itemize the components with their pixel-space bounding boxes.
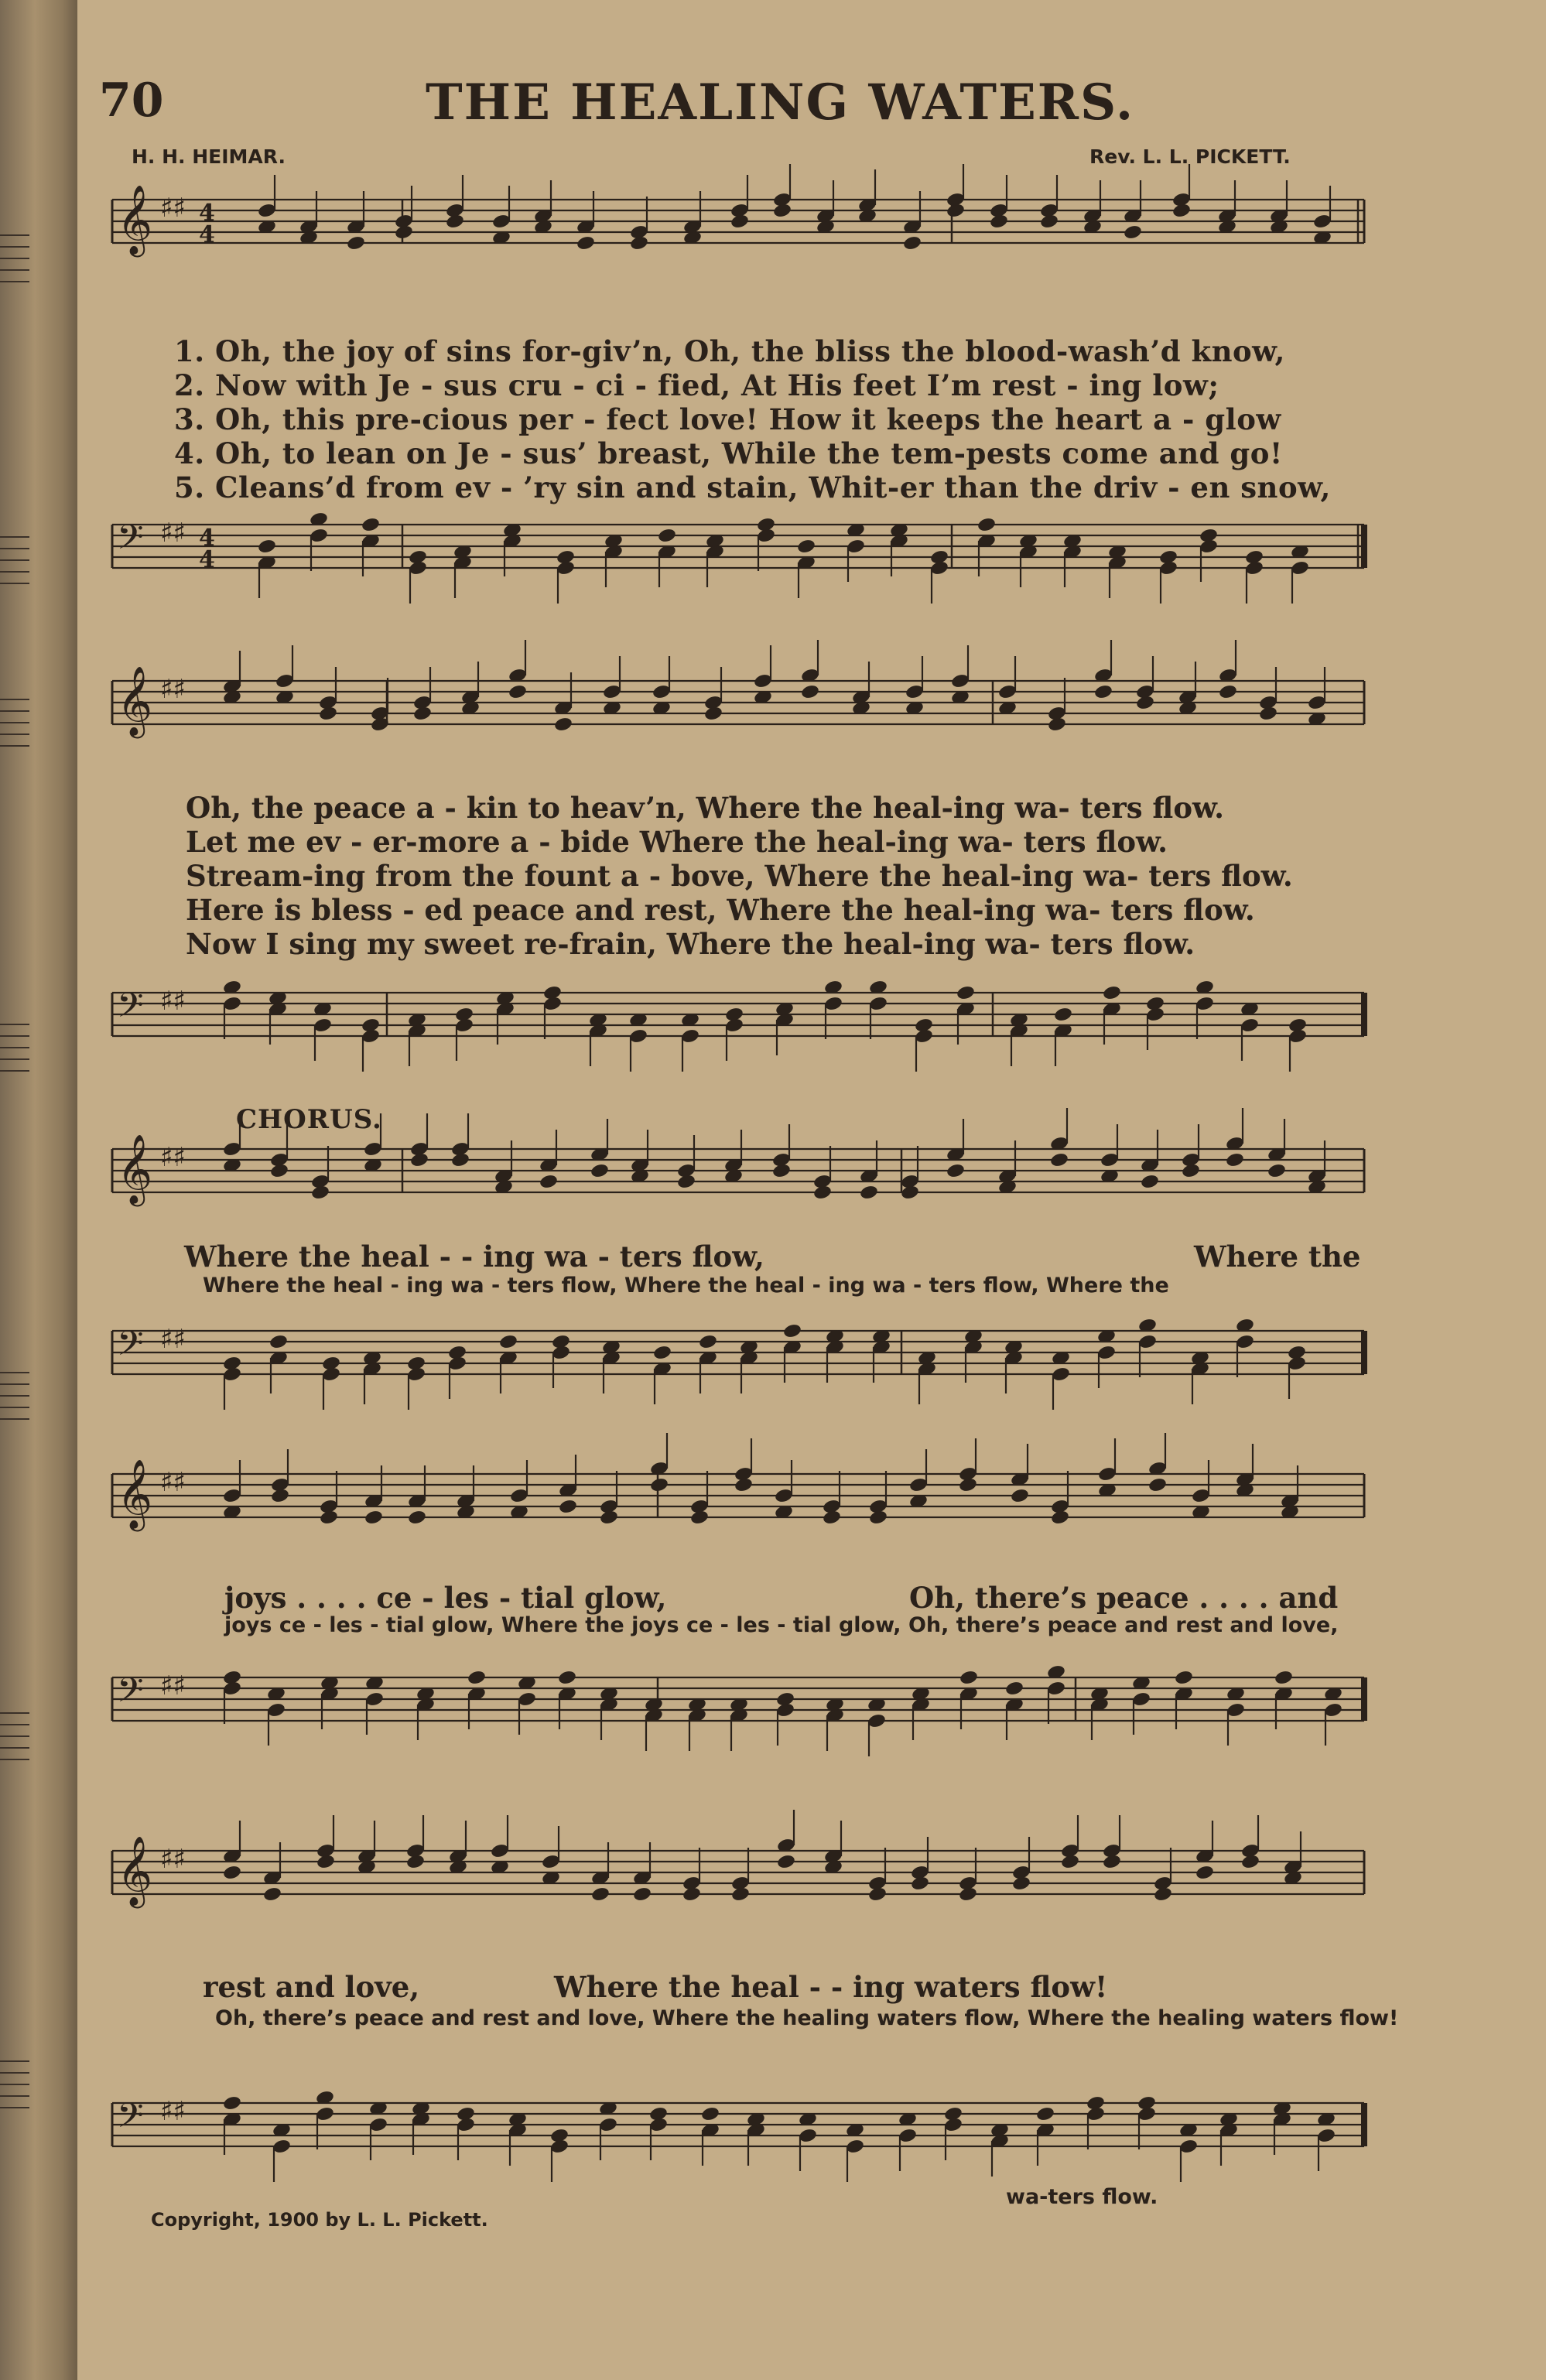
refrain-line: Here is bless - ed peace and rest, Where the heal-ing wa- ters flow. <box>186 893 1255 927</box>
note-head <box>1123 224 1143 240</box>
note-head <box>361 1017 381 1033</box>
note-head <box>1145 995 1165 1011</box>
note-head <box>1035 2105 1055 2122</box>
note-head <box>1287 1344 1307 1360</box>
note-head <box>946 1162 966 1178</box>
key-signature: ♯♯ <box>160 193 186 224</box>
chorus-lyric-main: Where the <box>1194 1240 1361 1274</box>
note-head <box>1174 1669 1194 1685</box>
bass-echo-lyric: wa-ters flow. <box>1006 2185 1158 2209</box>
bass-clef: 𝄢 <box>117 517 144 566</box>
note-head <box>590 1162 610 1178</box>
note-head <box>1199 527 1219 543</box>
time-signature: 4 <box>199 200 215 227</box>
treble-clef: 𝄞 <box>117 666 153 736</box>
note-head <box>576 234 596 251</box>
key-signature: ♯♯ <box>160 2096 186 2127</box>
chorus-lyric-alto: joys ce - les - tial glow, Where the joys ce - les - tial glow, Oh, there’s peace and rest and love, <box>224 1613 1339 1637</box>
bass-clef: 𝄢 <box>117 1670 144 1718</box>
note-head <box>407 1509 427 1525</box>
composer-credit: H. H. HEIMAR. <box>132 145 286 168</box>
note-head <box>929 549 949 565</box>
hymn-title: THE HEALING WATERS. <box>426 74 1135 132</box>
note-head <box>1244 549 1264 565</box>
note-head <box>700 2105 720 2122</box>
note-head <box>262 1886 282 1902</box>
note-head <box>257 538 277 554</box>
note-head <box>724 1006 744 1022</box>
verse-line: 1. Oh, the joy of sins for-giv’n, Oh, the bliss the blood-wash’d know, <box>174 334 1285 368</box>
note-head <box>456 2105 476 2122</box>
note-head <box>977 516 997 532</box>
verse-line: 2. Now with Je - sus cru - ci - fied, At His feet I’m rest - ing low; <box>174 368 1219 402</box>
note-head <box>1010 1487 1030 1503</box>
note-head <box>1148 1476 1168 1493</box>
key-signature: ♯♯ <box>160 1670 186 1701</box>
note-head <box>406 1355 426 1371</box>
note-head <box>321 1355 341 1371</box>
refrain-line: Stream-ing from the fount a - bove, Where the heal-ing wa- ters flow. <box>186 859 1293 893</box>
note-head <box>549 2127 569 2143</box>
note-head <box>222 1864 242 1880</box>
note-head <box>556 549 576 565</box>
refrain-line: Now I sing my sweet re-frain, Where the heal-ing wa- ters flow. <box>186 927 1195 961</box>
note-head <box>361 516 381 532</box>
time-signature: 4 <box>199 546 215 573</box>
note-head <box>959 1669 979 1685</box>
note-head <box>1049 1151 1069 1168</box>
note-head <box>590 1886 611 1902</box>
note-head <box>1274 1669 1294 1685</box>
note-head <box>1288 1017 1308 1033</box>
lyricist-credit: Rev. L. L. PICKETT. <box>1089 145 1291 168</box>
treble-clef: 𝄞 <box>117 185 153 255</box>
note-head <box>1004 1680 1024 1696</box>
verse-line: 4. Oh, to lean on Je - sus’ breast, While the tem-pests come and go! <box>174 436 1283 470</box>
note-head <box>652 1344 672 1360</box>
note-head <box>800 683 820 699</box>
note-head <box>542 984 563 1000</box>
refrain-line: Let me ev - er-more a - bide Where the heal-ing wa- ters flow. <box>186 825 1168 859</box>
note-head <box>558 1498 578 1514</box>
note-head <box>553 716 573 732</box>
time-signature: 4 <box>199 525 215 552</box>
verse-line: 5. Cleans’d from ev - ’ry sin and stain, Whit-er than the driv - en snow, <box>174 470 1331 504</box>
note-head <box>1225 1151 1245 1168</box>
chorus-label: CHORUS. <box>236 1104 382 1135</box>
note-head <box>222 2094 242 2111</box>
key-signature: ♯♯ <box>160 1467 186 1498</box>
note-head <box>1102 984 1122 1000</box>
note-head <box>364 1509 384 1525</box>
note-head <box>268 1333 289 1349</box>
note-head <box>756 516 776 532</box>
note-head <box>1195 1864 1215 1880</box>
chorus-lyric-main: rest and love, <box>203 1970 420 2004</box>
note-head <box>943 2105 963 2122</box>
key-signature: ♯♯ <box>160 986 186 1017</box>
bass-clef: 𝄢 <box>117 1323 144 1372</box>
note-head <box>1140 1173 1160 1189</box>
verse-line: 3. Oh, this pre-cious per - fect love! How it keeps the heart a - glow <box>174 402 1281 436</box>
note-head <box>539 1173 559 1189</box>
bass-clef: 𝄢 <box>117 2095 144 2144</box>
note-head <box>796 538 816 554</box>
note-head <box>956 984 976 1000</box>
key-signature: ♯♯ <box>160 518 186 549</box>
copyright-notice: Copyright, 1900 by L. L. Pickett. <box>151 2209 488 2231</box>
note-head <box>408 549 428 565</box>
note-head <box>447 1344 467 1360</box>
note-head <box>1158 549 1178 565</box>
time-signature: 4 <box>199 221 215 248</box>
page-number: 70 <box>99 74 164 128</box>
key-signature: ♯♯ <box>160 1324 186 1355</box>
note-head <box>1086 2094 1106 2111</box>
note-head <box>632 1886 652 1902</box>
chorus-lyric-main: joys . . . . ce - les - tial glow, <box>224 1581 667 1615</box>
treble-clef: 𝄞 <box>117 1459 153 1529</box>
refrain-line: Oh, the peace a - kin to heav’n, Where the heal-ing wa- ters flow. <box>186 791 1225 825</box>
note-head <box>914 1017 934 1033</box>
chorus-lyric-main: Where the heal - - ing waters flow! <box>554 1970 1108 2004</box>
bass-clef: 𝄢 <box>117 985 144 1034</box>
note-head <box>1218 683 1238 699</box>
note-head <box>346 234 366 251</box>
note-head <box>551 1333 571 1349</box>
note-head <box>498 1333 518 1349</box>
key-signature: ♯♯ <box>160 674 186 705</box>
note-head <box>782 1322 802 1339</box>
note-head <box>775 1691 795 1707</box>
note-head <box>467 1669 487 1685</box>
chorus-lyric-main: Oh, there’s peace . . . . and <box>909 1581 1339 1615</box>
key-signature: ♯♯ <box>160 1844 186 1875</box>
note-head <box>859 1184 879 1200</box>
note-head <box>776 1853 796 1869</box>
chorus-lyric-main: Where the heal - - ing wa - ters flow, <box>184 1240 764 1274</box>
note-head <box>698 1333 718 1349</box>
treble-clef: 𝄞 <box>117 1836 153 1906</box>
note-head <box>1053 1006 1073 1022</box>
note-head <box>557 1669 577 1685</box>
treble-clef: 𝄞 <box>117 1134 153 1204</box>
note-head <box>222 1669 242 1685</box>
note-head <box>1093 683 1113 699</box>
note-head <box>508 683 528 699</box>
note-head <box>902 234 922 251</box>
note-head <box>648 2105 669 2122</box>
note-head <box>1267 1162 1287 1178</box>
note-head <box>657 527 677 543</box>
chorus-lyric-alto: Oh, there’s peace and rest and love, Where the healing waters flow, Where the healing waters flow! <box>215 2006 1399 2030</box>
note-head <box>222 1355 242 1371</box>
note-head <box>1137 2094 1157 2111</box>
chorus-lyric-alto: Where the heal - ing wa - ters flow, Where the heal - ing wa - ters flow, Where the <box>203 1274 1169 1298</box>
note-head <box>454 1006 474 1022</box>
key-signature: ♯♯ <box>160 1142 186 1173</box>
note-head <box>649 1476 669 1493</box>
